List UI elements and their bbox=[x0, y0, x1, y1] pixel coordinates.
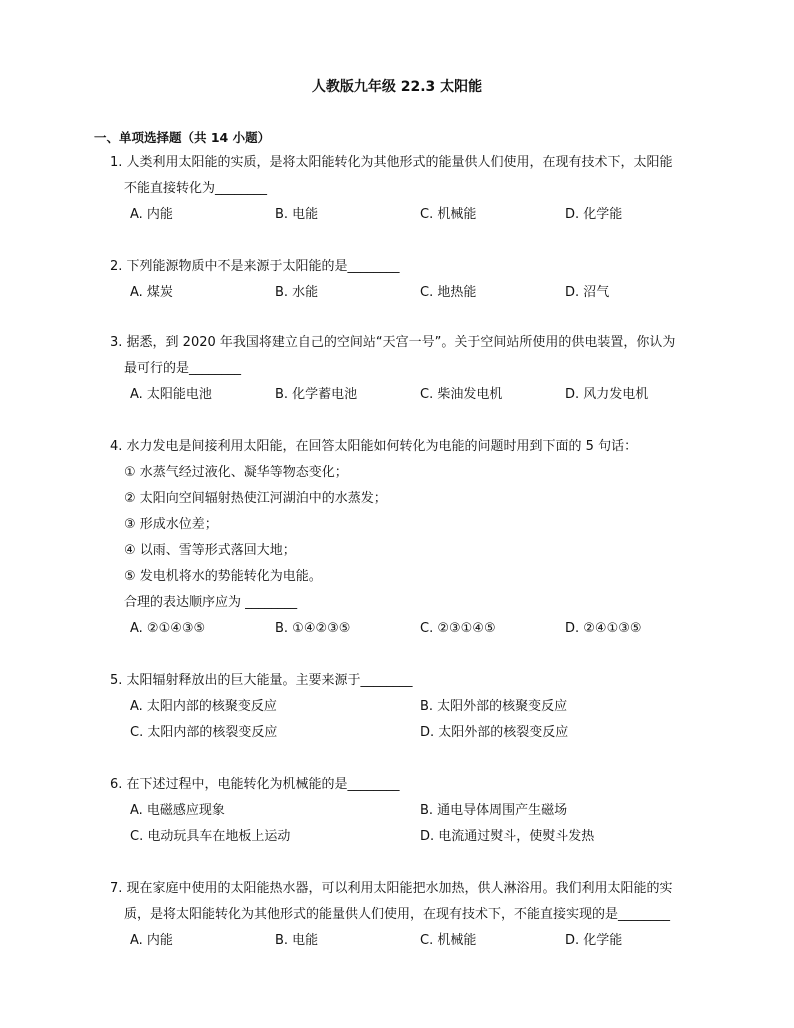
option-d: D. 风力发电机 bbox=[565, 387, 649, 402]
question-5 bbox=[110, 668, 710, 746]
question-stem: 2. 下列能源物质中不是来源于太阳能的是________ bbox=[110, 259, 400, 274]
option-b: B. 太阳外部的核聚变反应 bbox=[420, 699, 568, 714]
question-6 bbox=[110, 772, 710, 850]
question-stem: 1. 人类利用太阳能的实质，是将太阳能转化为其他形式的能量供人们使用，在现有技术下，太阳能 bbox=[110, 155, 673, 170]
option-d: D. 化学能 bbox=[565, 207, 623, 222]
option-c: C. 地热能 bbox=[420, 285, 477, 300]
option-b: B. 电能 bbox=[275, 933, 319, 948]
question-stem-continued: 最可行的是________ bbox=[124, 361, 242, 376]
statement-3: ③ 形成水位差； bbox=[124, 517, 218, 532]
options bbox=[110, 280, 710, 306]
options bbox=[110, 202, 710, 228]
option-b: B. 水能 bbox=[275, 285, 319, 300]
options-row-2 bbox=[110, 720, 710, 746]
question-stem-continued: 质，是将太阳能转化为其他形式的能量供人们使用，在现有技术下，不能直接实现的是________ bbox=[124, 907, 671, 922]
statement-1: ① 水蒸气经过液化、凝华等物态变化； bbox=[124, 465, 348, 480]
question-stem: 6. 在下述过程中，电能转化为机械能的是________ bbox=[110, 777, 400, 792]
option-c: C. 太阳内部的核裂变反应 bbox=[130, 725, 278, 740]
options-row-2 bbox=[110, 824, 710, 850]
question-stem: 3. 据悉，到 2020 年我国将建立自己的空间站“天宫一号”。关于空间站所使用的供电装置，你认为 bbox=[110, 335, 676, 350]
question-stem: 4. 水力发电是间接利用太阳能，在回答太阳能如何转化为电能的问题时用到下面的 5 句话： bbox=[110, 439, 638, 454]
question-3 bbox=[110, 330, 710, 408]
document-title: 人教版九年级 22.3 太阳能 bbox=[311, 79, 483, 95]
option-a: A. 电磁感应现象 bbox=[130, 803, 225, 818]
option-a: A. 内能 bbox=[130, 207, 173, 222]
option-c: C. 机械能 bbox=[420, 207, 477, 222]
options bbox=[110, 928, 710, 954]
option-c: C. 柴油发电机 bbox=[420, 387, 503, 402]
option-a: A. 太阳能电池 bbox=[130, 387, 212, 402]
option-b: B. 通电导体周围产生磁场 bbox=[420, 803, 568, 818]
question-stem-continued: 不能直接转化为________ bbox=[124, 181, 268, 196]
options bbox=[110, 382, 710, 408]
question-4 bbox=[110, 434, 710, 642]
question-2 bbox=[110, 254, 710, 306]
option-c: C. ②③①④⑤ bbox=[420, 621, 496, 636]
statement-2: ② 太阳向空间辐射热使江河湖泊中的水蒸发； bbox=[124, 491, 387, 506]
option-b: B. 电能 bbox=[275, 207, 319, 222]
question-stem: 7. 现在家庭中使用的太阳能热水器，可以利用太阳能把水加热，供人淋浴用。我们利用太阳能的实 bbox=[110, 881, 673, 896]
statement-5: ⑤ 发电机将水的势能转化为电能。 bbox=[124, 569, 322, 584]
option-d: D. 沼气 bbox=[565, 285, 610, 300]
option-a: A. ②①④③⑤ bbox=[130, 621, 206, 636]
option-b: B. ①④②③⑤ bbox=[275, 621, 351, 636]
option-d: D. 化学能 bbox=[565, 933, 623, 948]
question-stem: 5. 太阳辐射释放出的巨大能量。主要来源于________ bbox=[110, 673, 413, 688]
answer-prompt: 合理的表达顺序应为 ________ bbox=[124, 595, 298, 610]
options bbox=[110, 616, 710, 642]
option-c: C. 电动玩具车在地板上运动 bbox=[130, 829, 291, 844]
statement-4: ④ 以雨、雪等形式落回大地； bbox=[124, 543, 296, 558]
option-b: B. 化学蓄电池 bbox=[275, 387, 358, 402]
question-7 bbox=[110, 876, 710, 954]
option-a: A. 煤炭 bbox=[130, 285, 173, 300]
option-d: D. ②④①③⑤ bbox=[565, 621, 642, 636]
options-row-1 bbox=[110, 798, 710, 824]
option-a: A. 太阳内部的核聚变反应 bbox=[130, 699, 277, 714]
option-a: A. 内能 bbox=[130, 933, 173, 948]
options-row-1 bbox=[110, 694, 710, 720]
option-d: D. 太阳外部的核裂变反应 bbox=[420, 725, 569, 740]
option-d: D. 电流通过熨斗，使熨斗发热 bbox=[420, 829, 595, 844]
option-c: C. 机械能 bbox=[420, 933, 477, 948]
question-1 bbox=[110, 150, 710, 228]
section-heading: 一、单项选择题（共 14 小题） bbox=[94, 130, 271, 145]
